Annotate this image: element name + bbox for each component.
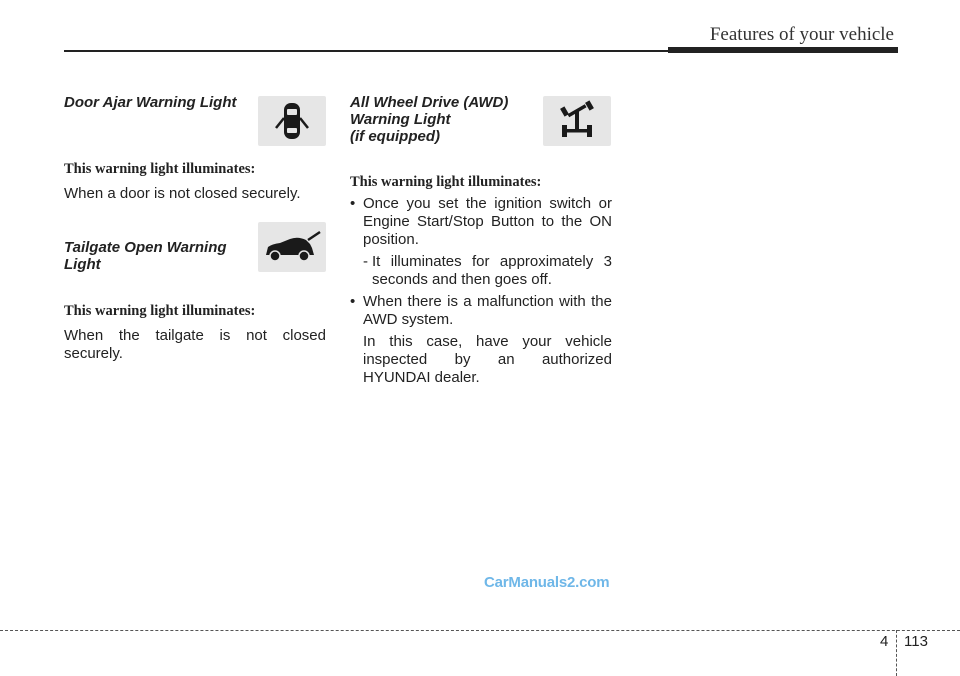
awd-followup-text: In this case, have your vehicle inspected by an authorized HYUNDAI dealer.: [363, 333, 612, 386]
door-ajar-icon: [258, 96, 326, 146]
awd-bullet-2: • When there is a malfunction with the AWD system.: [350, 293, 612, 329]
tailgate-title-line1: Tailgate Open Warning: [64, 239, 227, 256]
door-ajar-title: Door Ajar Warning Light: [64, 94, 237, 111]
page-number-divider: [896, 630, 897, 676]
tailgate-subhead: This warning light illuminates:: [64, 303, 256, 319]
awd-subhead: This warning light illuminates:: [350, 174, 542, 190]
awd-warning-icon: [543, 96, 611, 146]
running-header: Features of your vehicle: [709, 24, 894, 45]
awd-title-line3: (if equipped): [350, 128, 440, 145]
chapter-number: 4: [880, 633, 889, 650]
dash-mark: -: [363, 253, 368, 270]
awd-dash-text: It illuminates for approximately 3 seconds and then goes off.: [372, 253, 612, 288]
tailgate-text: When the tailgate is not closed securely.: [64, 327, 326, 362]
awd-dash-item: [350, 253, 612, 289]
header-tab-bar: [668, 47, 898, 53]
door-ajar-text: When a door is not closed securely.: [64, 185, 301, 202]
door-ajar-subhead: This warning light illuminates:: [64, 161, 256, 177]
footer-dashed-rule: [0, 630, 960, 631]
watermark-text: CarManuals2.com: [484, 574, 610, 591]
awd-title-line2: Warning Light: [350, 111, 451, 128]
awd-bullet-1: • Once you set the ignition switch or Engine Start/Stop Button to the ON position.: [350, 195, 612, 249]
tailgate-open-icon: [258, 222, 326, 272]
awd-title-line1: All Wheel Drive (AWD): [350, 94, 509, 111]
page-number: 113: [904, 633, 928, 650]
tailgate-title-line2: Light: [64, 256, 101, 273]
